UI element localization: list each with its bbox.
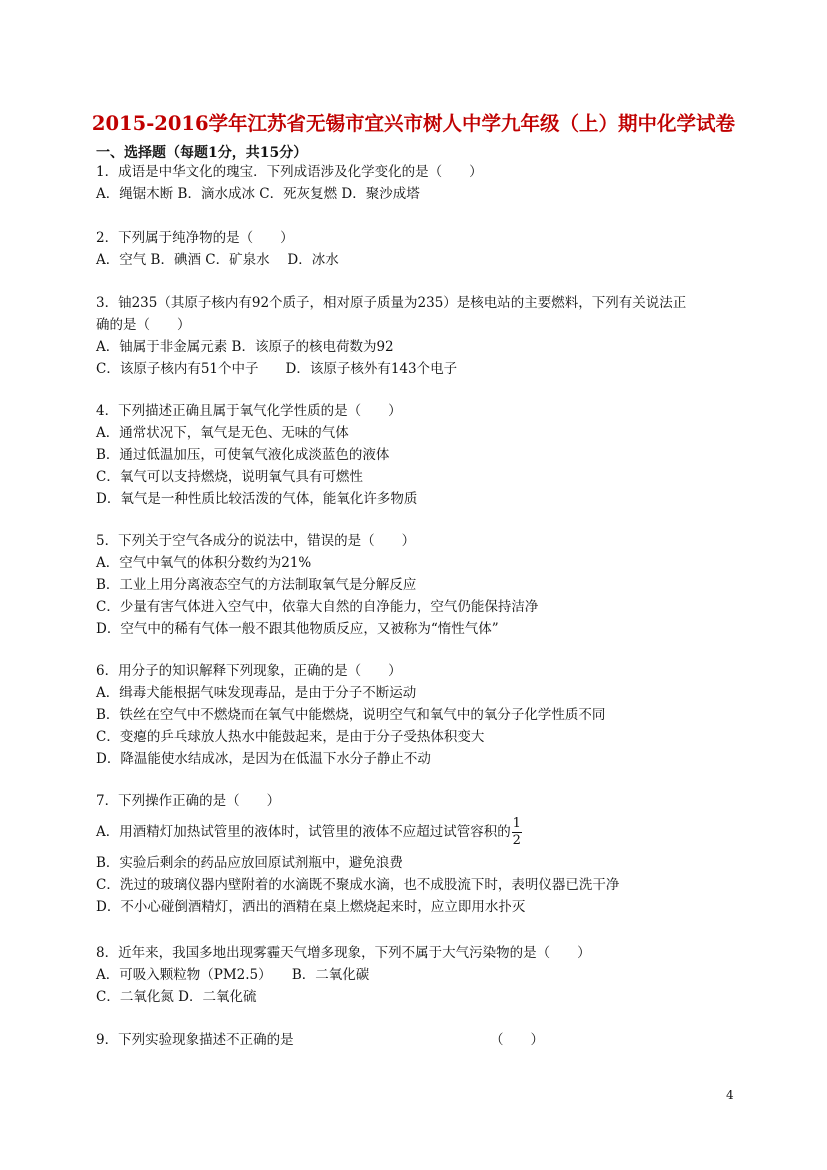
question-text: 7．下列操作正确的是（ ）: [96, 793, 281, 809]
option-c: C．洗过的玻璃仪器内壁附着的水滴既不聚成水滴，也不成股流下时，表明仪器已洗干净: [96, 877, 620, 893]
question-text: 1．成语是中华文化的瑰宝．下列成语涉及化学变化的是（ ）: [96, 164, 483, 180]
option-a: [96, 812, 746, 852]
option-d: D．空气中的稀有气体一般不跟其他物质反应，又被称为“惰性气体”: [96, 621, 499, 637]
fraction: [512, 817, 522, 848]
question-6: [96, 660, 746, 770]
question-4: [96, 400, 746, 510]
option-a: A．空气中氧气的体积分数约为21%: [96, 555, 312, 571]
question-text: [96, 1029, 746, 1051]
question-options: A．空气 B．碘酒 C．矿泉水 D．冰水: [96, 252, 339, 268]
question-text: 2．下列属于纯净物的是（ ）: [96, 230, 294, 246]
option-d: D．不小心碰倒酒精灯，洒出的酒精在桌上燃烧起来时，应立即用水扑灭: [96, 899, 526, 915]
option-c: C．变瘪的乒乓球放人热水中能鼓起来，是由于分子受热体积变大: [96, 729, 485, 745]
question-options: A．绳锯木断 B．滴水成冰 C．死灰复燃 D．聚沙成塔: [96, 186, 420, 202]
exam-title: 2015-2016学年江苏省无锡市宜兴市树人中学九年级（上）期中化学试卷: [91, 112, 736, 135]
option-d: D．降温能使水结成冰，是因为在低温下水分子静止不动: [96, 751, 431, 767]
option-b: B．实验后剩余的药品应放回原试剂瓶中，避免浪费: [96, 855, 403, 871]
question-9: [96, 1029, 746, 1051]
question-8: [96, 942, 746, 1008]
option-a-text: A．用酒精灯加热试管里的液体时，试管里的液体不应超过试管容积的: [96, 824, 511, 840]
option-b: B．铁丝在空气中不燃烧而在氧气中能燃烧，说明空气和氧气中的氧分子化学性质不同: [96, 707, 606, 723]
question-options: C．该原子核内有51个中子 D．该原子核外有143个电子: [96, 361, 458, 377]
question-5: [96, 530, 746, 640]
option-d: D．氧气是一种性质比较活泼的气体，能氧化许多物质: [96, 491, 418, 507]
question-options: A．铀属于非金属元素 B．该原子的核电荷数为92: [96, 339, 394, 355]
question-text: 8．近年来，我国多地出现雾霾天气增多现象，下列不属于大气污染物的是（ ）: [96, 945, 591, 961]
question-2: [96, 227, 746, 271]
question-text: 3．铀235（其原子核内有92个质子，相对原子质量为235）是核电站的主要燃料，下列有关说法正: [96, 295, 687, 311]
option-c: C．少量有害气体进入空气中，依靠大自然的自净能力，空气仍能保持洁净: [96, 599, 539, 615]
question-text: 6．用分子的知识解释下列现象，正确的是（ ）: [96, 663, 402, 679]
option-a: A．缉毒犬能根据气味发现毒品，是由于分子不断运动: [96, 685, 417, 701]
fraction-denominator: 2: [512, 833, 521, 848]
option-a: A．通常状况下，氧气是无色、无味的气体: [96, 425, 349, 441]
question-3: [96, 292, 746, 380]
option-c: C．氧气可以支持燃烧，说明氧气具有可燃性: [96, 469, 363, 485]
page-number: 4: [726, 1088, 734, 1102]
question-7: [96, 790, 746, 918]
section-heading: 一、选择题（每题1分，共15分）: [96, 145, 308, 161]
question-text-continued: 确的是（ ）: [96, 317, 191, 333]
question-options: C．二氧化氮 D．二氧化硫: [96, 989, 257, 1005]
question-options: A．可吸入颗粒物（PM2.5） B．二氧化碳: [96, 967, 370, 983]
question-text: 4．下列描述正确且属于氧气化学性质的是（ ）: [96, 403, 402, 419]
option-b: B．工业上用分离液态空气的方法制取氧气是分解反应: [96, 577, 417, 593]
question-text: 5．下列关于空气各成分的说法中，错误的是（ ）: [96, 533, 416, 549]
question-1: [96, 161, 746, 205]
answer-parentheses: （ ）: [490, 1032, 544, 1048]
question-9-text: 9．下列实验现象描述不正确的是: [96, 1032, 294, 1048]
fraction-numerator: 1: [512, 816, 521, 831]
option-b: B．通过低温加压，可使氧气液化成淡蓝色的液体: [96, 447, 390, 463]
